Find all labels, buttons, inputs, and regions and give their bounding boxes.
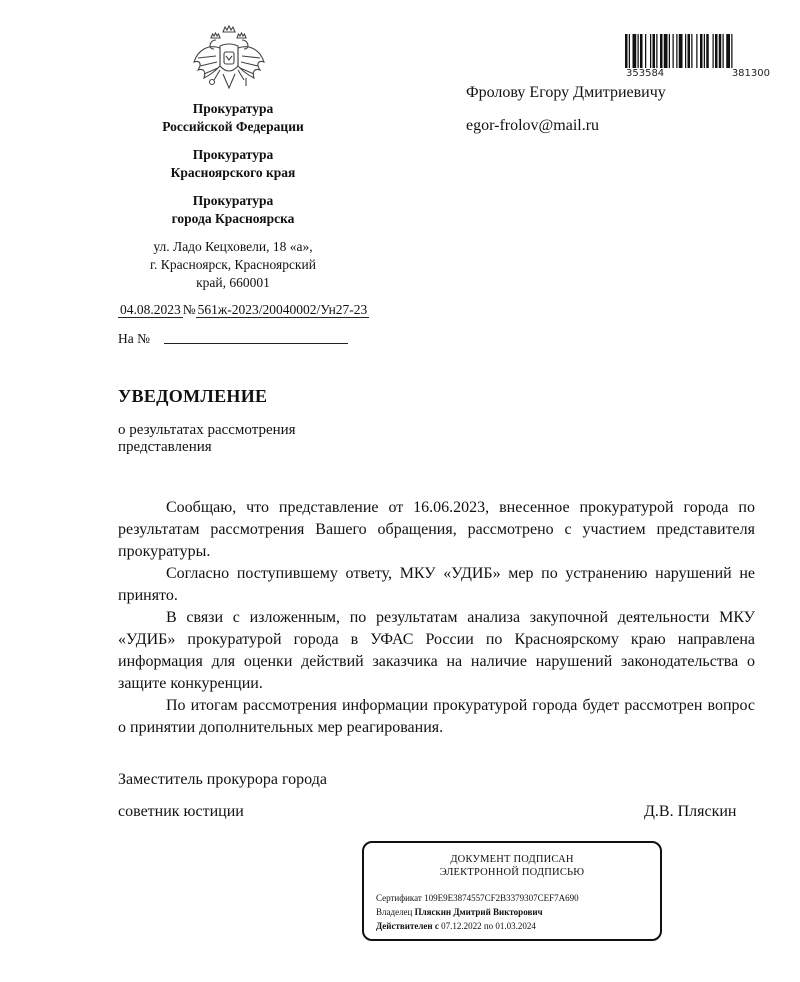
sender-address: ул. Ладо Кецховели, 18 «а», г. Красноярск, Красноярский край, 660001 bbox=[150, 239, 316, 290]
document-title: УВЕДОМЛЕНИЕ bbox=[118, 386, 268, 406]
esign-validity-row bbox=[376, 919, 660, 933]
esign-owner-label: Владелец bbox=[376, 907, 413, 917]
barcode-number-1: 353584 bbox=[626, 68, 665, 79]
signatory-rank: советник юстиции bbox=[118, 803, 244, 820]
esign-owner-row bbox=[376, 905, 660, 919]
recipient-name: Фролову Егору Дмитриевичу bbox=[466, 84, 666, 101]
recipient-email: egor-frolov@mail.ru bbox=[466, 117, 600, 134]
barcode bbox=[624, 34, 772, 68]
registration-number: 561ж-2023/20040002/Ун27-23 bbox=[197, 302, 368, 317]
esign-valid-to: 01.03.2024 bbox=[495, 921, 536, 931]
esign-cert-value: 109E9E3874557CF2B3379307CEF7A690 bbox=[424, 893, 579, 903]
body-paragraph: Согласно поступившему ответу, МКУ «УДИБ» мер по устранению нарушений не принято. bbox=[118, 565, 755, 604]
esign-valid-from: 07.12.2022 bbox=[441, 921, 482, 931]
electronic-signature-stamp bbox=[362, 841, 662, 941]
reply-to-line bbox=[118, 331, 348, 347]
esign-heading-2: ЭЛЕКТРОННОЙ ПОДПИСЬЮ bbox=[439, 867, 585, 878]
esign-valid-to-label: по bbox=[483, 921, 494, 931]
registration-date: 04.08.2023 bbox=[120, 302, 181, 317]
double-headed-eagle-emblem-icon bbox=[190, 22, 268, 94]
document-subtitle: о результатах рассмотрения представления bbox=[118, 422, 296, 455]
signatory-name: Д.В. Пляскин bbox=[644, 803, 737, 820]
esign-valid-label: Действителен с bbox=[376, 921, 439, 931]
sender-org-regional: Прокуратура Красноярского края bbox=[170, 147, 296, 180]
reply-to-label: На № bbox=[118, 331, 150, 346]
reply-to-blank bbox=[164, 331, 348, 344]
esign-owner-value: Пляскин Дмитрий Викторович bbox=[414, 907, 543, 917]
document-body bbox=[118, 497, 755, 739]
registration-line bbox=[118, 302, 369, 318]
registration-number-prefix: № bbox=[182, 302, 196, 317]
body-paragraph: Сообщаю, что представление от 16.06.2023, внесенное прокуратурой города по результатам рассмотрения Вашего обращения, рассмотрено с участием представителя прокуратуры. bbox=[118, 499, 755, 560]
esign-cert-label: Сертификат bbox=[376, 893, 422, 903]
sender-org-federal: Прокуратура Российской Федерации bbox=[162, 101, 304, 134]
barcode-number-2: 381300 bbox=[731, 68, 770, 79]
esign-heading-1: ДОКУМЕНТ ПОДПИСАН bbox=[450, 854, 574, 865]
esign-certificate-row bbox=[376, 891, 660, 905]
sender-block bbox=[118, 100, 348, 292]
signatory-role: Заместитель прокурора города bbox=[118, 771, 327, 788]
body-paragraph: По итогам рассмотрения информации прокуратурой города будет рассмотрен вопрос о принятии дополнительных мер реагирования. bbox=[118, 697, 755, 736]
sender-org-city: Прокуратура города Красноярска bbox=[171, 193, 295, 226]
body-paragraph: В связи с изложенным, по результатам анализа закупочной деятельности МКУ «УДИБ» прокуратурой города в УФАС России по Красноярскому краю направлена информация для оценки действий заказчика на наличие нарушений законодательства о защите конкуренции. bbox=[118, 609, 755, 692]
